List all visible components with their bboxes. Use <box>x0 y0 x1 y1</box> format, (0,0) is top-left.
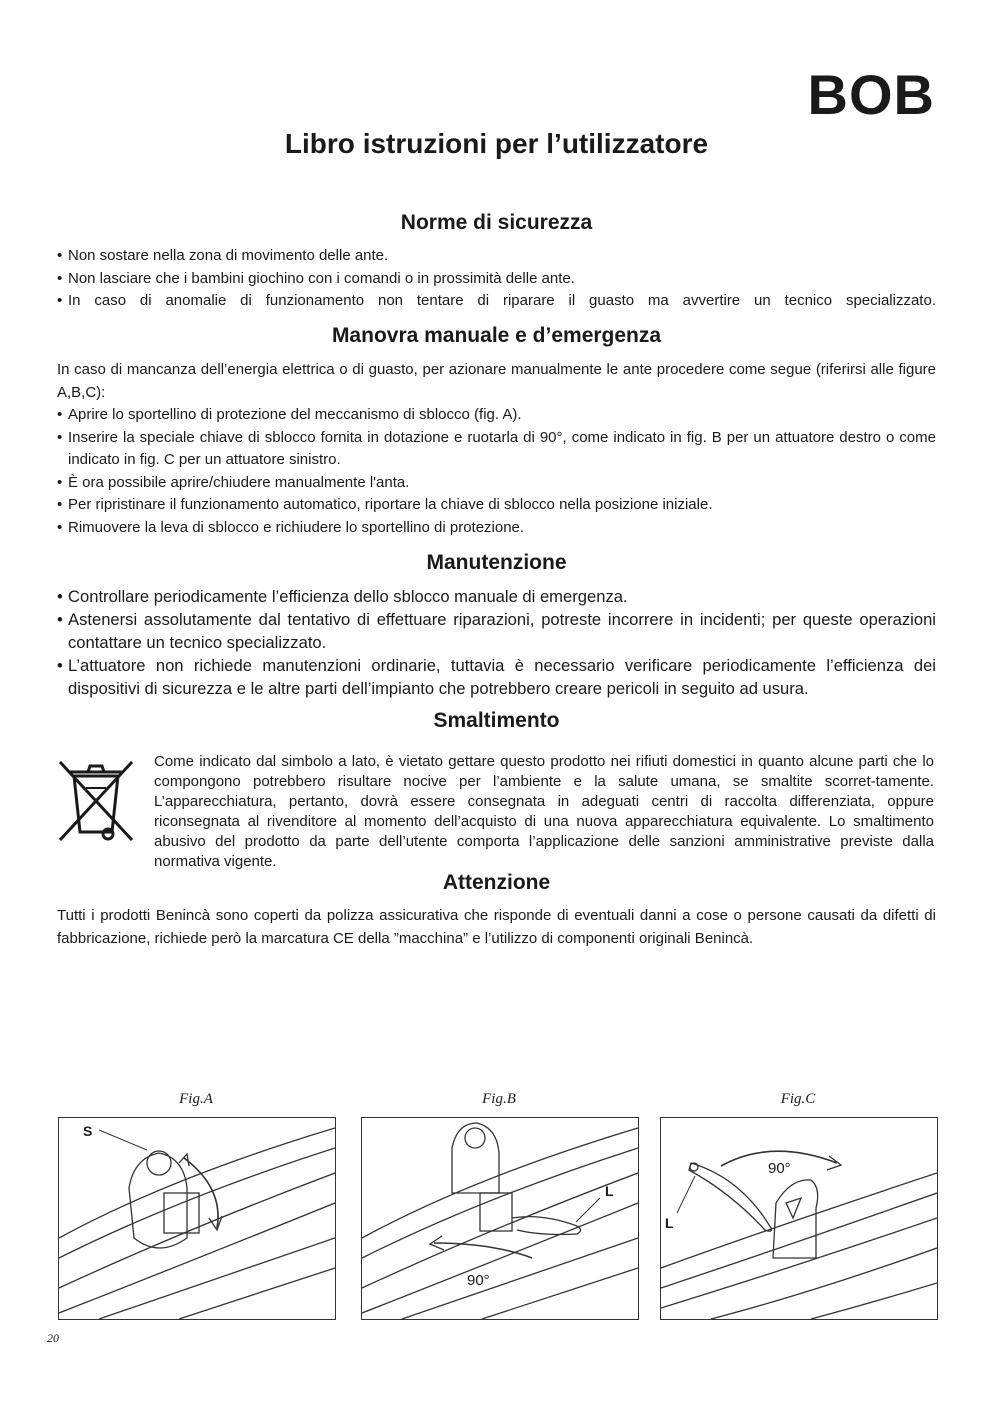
attention-text: Tutti i prodotti Benincà sono coperti da polizza assicurativa che risponde di eventuali danni a cose o persone causati da difetti di fabbricazione, richiede però la marcatura CE della ”macchina” e l’utilizzo di componenti originali Benincà. <box>57 907 936 947</box>
disposal-heading: Smaltimento <box>433 709 560 732</box>
maintenance-list <box>57 585 936 700</box>
figure-c <box>660 1117 938 1320</box>
safety-item: • Non lasciare che i bambini giochino con i comandi o in prossimità delle ante. <box>57 268 936 291</box>
figure-b-caption: Fig.B <box>482 1091 516 1107</box>
figure-c-caption: Fig.C <box>780 1091 816 1107</box>
figure-a <box>58 1117 336 1320</box>
maintenance-item: • L’attuatore non richiede manutenzioni ordinarie, tuttavia è necessario verificare periodicamente l’efficienza dei dispositivi di sicurezza e le altre parti dell’impianto che potrebbero creare pericoli in seguito ad usura. <box>57 654 936 700</box>
figure-a-label-s: S <box>83 1123 93 1139</box>
page-number: 20 <box>47 1331 59 1345</box>
figure-c-label-l: L <box>665 1215 674 1231</box>
figure-b-angle: 90° <box>467 1272 490 1289</box>
manual-heading: Manovra manuale e d’emergenza <box>331 324 662 347</box>
disposal-text: Come indicato dal simbolo a lato, è vietato gettare questo prodotto nei rifiuti domestici in quanto alcune parti che lo compongono potrebbero risultare nocive per l’ambiente e la salute umana, se smaltite scorret-tamente. L’apparecchiatura, pertanto, dovrà essere consegnata in adeguati centri di raccolta differenziata, oppure riconsegnata al rivenditore al momento dell’acquisto di una nuova apparecchiatura equivalente. Lo smaltimento abusivo del prodotto da parte dell’utente comporta l’applicazione delle sanzioni amministrative previste dalla normativa vigente. <box>154 753 934 870</box>
manual-intro: In caso di mancanza dell’energia elettrica o di guasto, per azionare manualmente le ante procedere come segue (riferirsi alle figure A,B,C): <box>57 361 936 401</box>
figure-a-caption: Fig.A <box>179 1091 213 1107</box>
safety-item: • In caso di anomalie di funzionamento non tentare di riparare il guasto ma avvertire un tecnico specializzato. <box>57 290 936 313</box>
safety-list <box>57 245 936 313</box>
crossed-out-wheelie-bin-icon <box>56 758 136 849</box>
manual-item: • Aprire lo sportellino di protezione del meccanismo di sblocco (fig. A). <box>57 404 936 427</box>
manual-item: • Inserire la speciale chiave di sblocco fornita in dotazione e ruotarla di 90°, come indicato in fig. B per un attuatore destro o come indicato in fig. C per un attuatore sinistro. <box>57 427 936 472</box>
brand-logo: BOB <box>807 63 935 126</box>
manual-item: • Rimuovere la leva di sblocco e richiudere lo sportellino di protezione. <box>57 517 936 540</box>
page-title: Libro istruzioni per l’utilizzatore <box>284 128 709 159</box>
manual-item: • Per ripristinare il funzionamento automatico, riportare la chiave di sblocco nella posizione iniziale. <box>57 494 936 517</box>
maintenance-heading: Manutenzione <box>426 551 567 574</box>
manual-list <box>57 404 936 539</box>
attention-heading: Attenzione <box>442 871 551 894</box>
figure-c-angle: 90° <box>768 1160 791 1177</box>
safety-heading: Norme di sicurezza <box>400 211 593 234</box>
figure-b-label-l: L <box>605 1183 614 1199</box>
maintenance-item: • Astenersi assolutamente dal tentativo di effettuare riparazioni, potreste incorrere in incidenti; per queste operazioni contattare un tecnico specializzato. <box>57 608 936 654</box>
figure-b <box>361 1117 639 1320</box>
maintenance-item: • Controllare periodicamente l’efficienza dello sblocco manuale di emergenza. <box>57 585 936 608</box>
manual-item: • È ora possibile aprire/chiudere manualmente l'anta. <box>57 472 936 495</box>
safety-item: • Non sostare nella zona di movimento delle ante. <box>57 245 936 268</box>
